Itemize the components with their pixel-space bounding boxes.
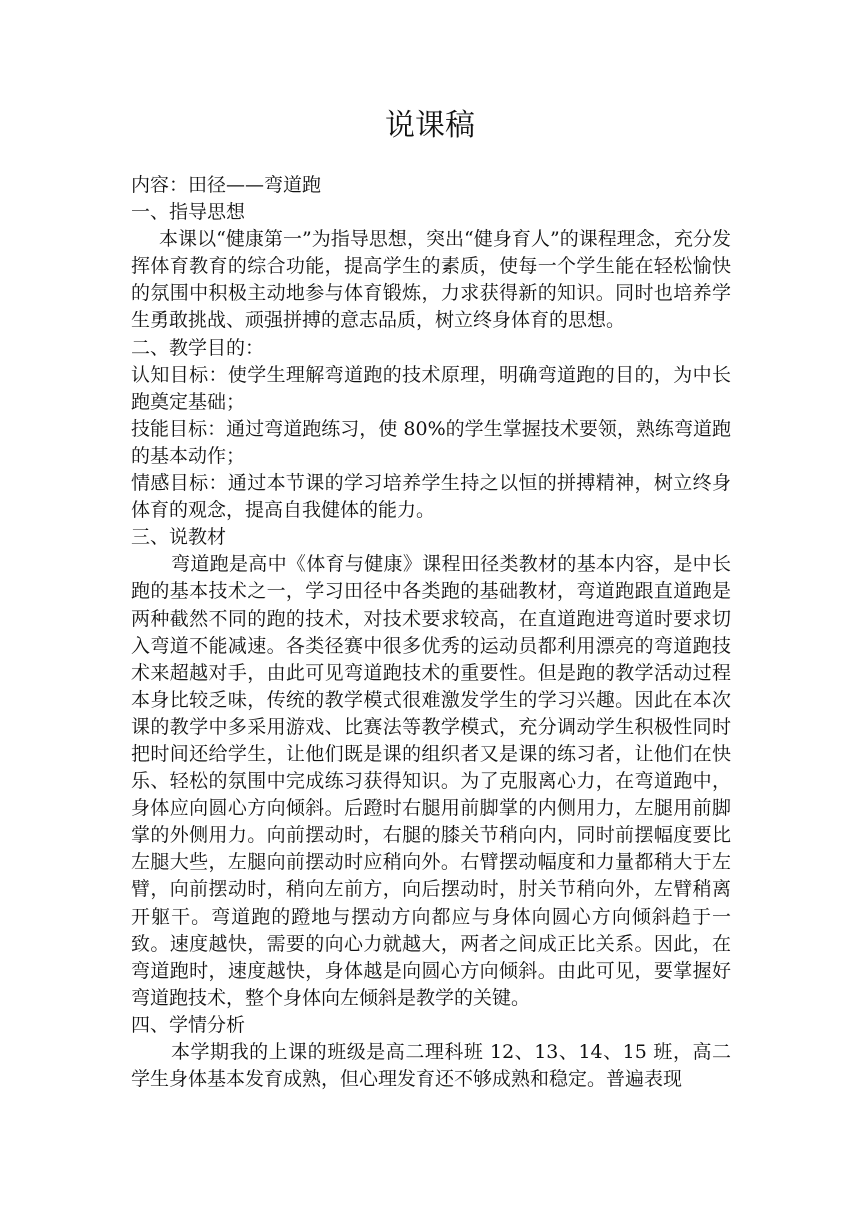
page-title: 说课稿 — [385, 108, 475, 143]
section-1-paragraph: 本课以“健康第一”为指导思想，突出“健身育人”的课程理念，充分发挥体育教育的综合功能，提高学生的素质，使每一个学生能在轻松愉快的氛围中积极主动地参与体育锻炼，力求获得新的知识。同时也培养学生勇敢挑战、顽强拼搏的意志品质，树立终身体育的思想。 — [131, 228, 731, 332]
goal-skill: 技能目标：通过弯道跑练习，使 80%的学生掌握技术要领，熟练弯道跑的基本动作； — [131, 417, 731, 467]
section-4-paragraph: 本学期我的上课的班级是高二理科班 12、13、14、15 班，高二学生身体基本发育成熟，但心理发育还不够成熟和稳定。普遍表现 — [131, 1041, 731, 1091]
section-1-heading: 一、指导思想 — [131, 201, 246, 224]
content-line: 内容：田径——弯道跑 — [131, 174, 322, 196]
section-3-heading: 三、说教材 — [131, 526, 227, 549]
goal-cognitive: 认知目标：使学生理解弯道跑的技术原理，明确弯道跑的目的，为中长跑奠定基础； — [131, 363, 731, 413]
section-4-heading: 四、学情分析 — [131, 1013, 246, 1036]
document-body — [131, 172, 731, 1093]
section-3-paragraph: 弯道跑是高中《体育与健康》课程田径类教材的基本内容，是中长跑的基本技术之一，学习田径中各类跑的基础教材，弯道跑跟直道跑是两种截然不同的跑的技术，对技术要求较高，在直道跑进弯道时要求切入弯道不能减速。各类径赛中很多优秀的运动员都利用漂亮的弯道跑技术来超越对手，由此可见弯道跑技术的重要性。但是跑的教学活动过程本身比较乏味，传统的教学模式很难激发学生的学习兴趣。因此在本次课的教学中多采用游戏、比赛法等教学模式，充分调动学生积极性同时把时间还给学生，让他们既是课的组织者又是课的练习者，让他们在快乐、轻松的氛围中完成练习获得知识。为了克服离心力，在弯道跑中，身体应向圆心方向倾斜。后蹬时右腿用前脚掌的内侧用力，左腿用前脚掌的外侧用力。向前摆动时，右腿的膝关节稍向内，同时前摆幅度要比左腿大些，左腿向前摆动时应稍向外。右臂摆动幅度和力量都稍大于左臂，向前摆动时，稍向左前方，向后摆动时，肘关节稍向外，左臂稍离开躯干。弯道跑的蹬地与摆动方向都应与身体向圆心方向倾斜趋于一致。速度越快，需要的向心力就越大，两者之间成正比关系。因此，在弯道跑时，速度越快，身体越是向圆心方向倾斜。由此可见，要掌握好弯道跑技术，整个身体向左倾斜是教学的关键。 — [131, 553, 731, 1009]
section-2-heading: 二、教学目的： — [131, 336, 265, 359]
goal-emotion: 情感目标：通过本节课的学习培养学生持之以恒的拼搏精神，树立终身体育的观念，提高自我健体的能力。 — [131, 472, 731, 522]
